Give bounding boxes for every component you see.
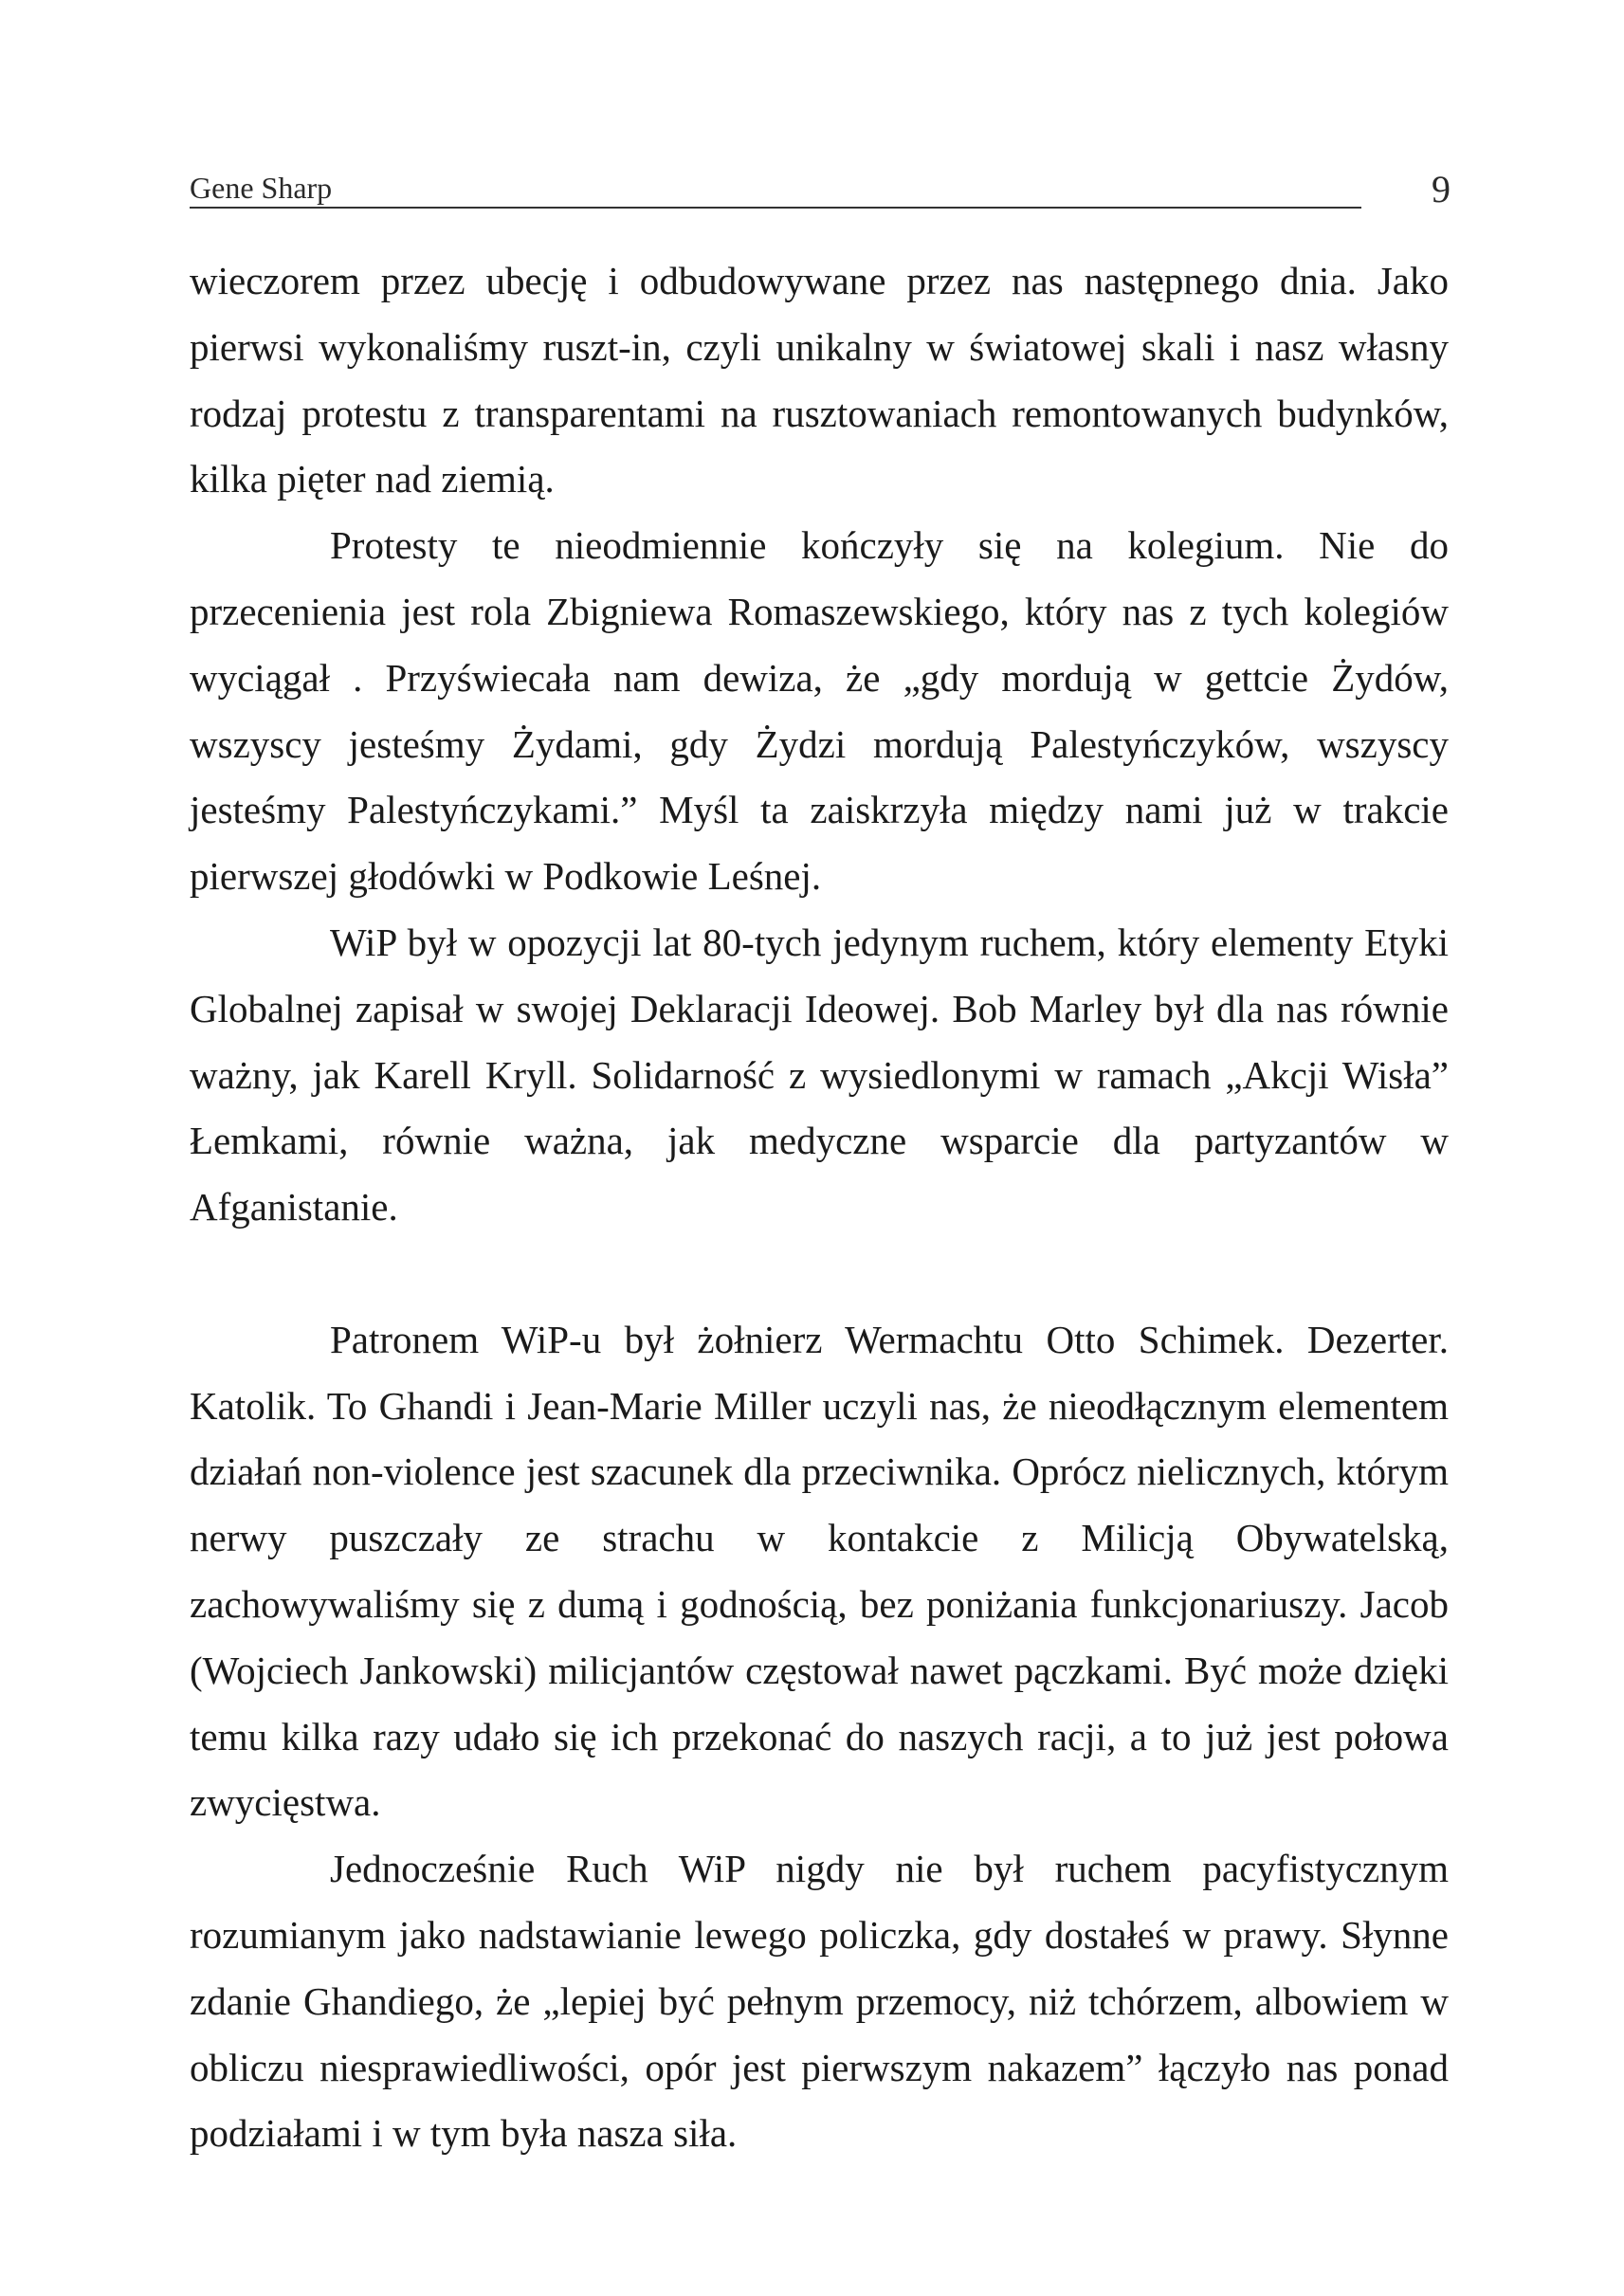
running-header: [190, 169, 1451, 212]
paragraph-4: Patronem WiP-u był żołnierz Wermachtu Otto Schimek. Dezerter. Katolik. To Ghandi i Jean-Marie Miller uczyli nas, że nieodłącznym elementem działań non-violence jest szacunek dla przeciwnika. Oprócz nielicznych, którym nerwy puszczały ze strachu w kontakcie z Milicją Obywatelską, zachowywaliśmy się z dumą i godnością, bez poniżania funkcjonariuszy. Jacob (Wojciech Jankowski) milicjantów częstował nawet pączkami. Być może dzięki temu kilka razy udało się ich przekonać do naszych racji, a to już jest połowa zwycięstwa.: [190, 1317, 1449, 1825]
paragraph-2: Protesty te nieodmiennie kończyły się na kolegium. Nie do przecenienia jest rola Zbigniewa Romaszewskiego, który nas z tych kolegiów wyciągał . Przyświecała nam dewiza, że „gdy mordują w gettcie Żydów, wszyscy jesteśmy Żydami, gdy Żydzi mordują Palestyńczyków, wszyscy jesteśmy Palestyńczykami.” Myśl ta zaiskrzyła między nami już w trakcie pierwszej głodówki w Podkowie Leśnej.: [190, 523, 1449, 899]
page-number: 9: [1432, 168, 1451, 210]
paragraph-1: wieczorem przez ubecję i odbudowywane przez nas następnego dnia. Jako pierwsi wykonaliśmy ruszt-in, czyli unikalny w światowej skali i nasz własny rodzaj protestu z transparentami na rusztowaniach remontowanych budynków, kilka pięter nad ziemią.: [190, 259, 1449, 501]
header-rule: [190, 207, 1361, 209]
body-text: [190, 248, 1449, 2167]
header-author: Gene Sharp: [190, 171, 333, 205]
paragraph-5: Jednocześnie Ruch WiP nigdy nie był ruchem pacyfistycznym rozumianym jako nadstawianie lewego policzka, gdy dostałeś w prawy. Słynne zdanie Ghandiego, że „lepiej być pełnym przemocy, niż tchórzem, albowiem w obliczu niesprawiedliwości, opór jest pierwszym nakazem” łączyło nas ponad podziałami i w tym była nasza siła.: [190, 1847, 1449, 2156]
paragraph-3: WiP był w opozycji lat 80-tych jedynym ruchem, który elementy Etyki Globalnej zapisał w swojej Deklaracji Ideowej. Bob Marley był dla nas równie ważny, jak Karell Kryll. Solidarność z wysiedlonymi w ramach „Akcji Wisła” Łemkami, równie ważna, jak medyczne wsparcie dla partyzantów w Afganistanie.: [190, 920, 1449, 1230]
